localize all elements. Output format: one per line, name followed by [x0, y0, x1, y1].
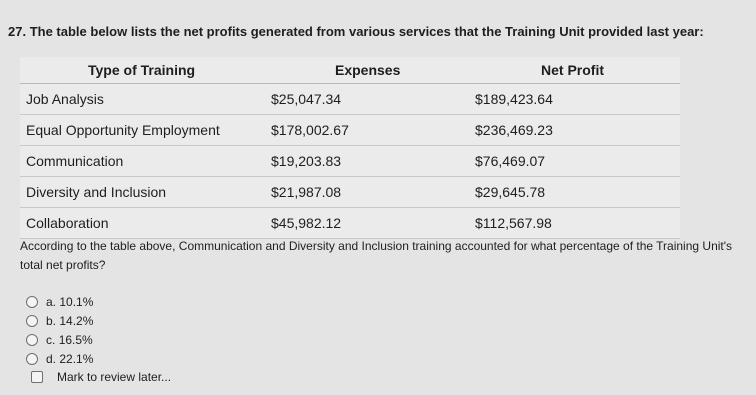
cell-net-profit: $29,645.78 [465, 177, 680, 208]
cell-type: Equal Opportunity Employment [20, 115, 265, 146]
cell-type: Communication [20, 146, 265, 177]
option-b[interactable] [26, 311, 93, 330]
header-net-profit: Net Profit [465, 57, 680, 84]
profit-table-container [20, 57, 680, 239]
table-row [20, 115, 680, 146]
cell-type: Diversity and Inclusion [20, 177, 265, 208]
table-row [20, 177, 680, 208]
option-value: 10.1% [59, 294, 94, 309]
option-letter: d. [46, 351, 57, 366]
header-type-of-training: Type of Training [20, 57, 265, 84]
mark-review-control[interactable] [31, 370, 171, 384]
option-value: 22.1% [59, 351, 94, 366]
radio-button-icon[interactable] [26, 315, 38, 327]
question-text [8, 24, 704, 39]
cell-expenses: $178,002.67 [265, 115, 465, 146]
cell-net-profit: $76,469.07 [465, 146, 680, 177]
radio-button-icon[interactable] [26, 334, 38, 346]
header-expenses: Expenses [265, 57, 465, 84]
cell-net-profit: $189,423.64 [465, 84, 680, 115]
table-row [20, 84, 680, 115]
option-c[interactable] [26, 330, 93, 349]
option-value: 16.5% [58, 332, 93, 347]
table-header-row [20, 57, 680, 84]
option-letter: a. [46, 294, 57, 309]
option-d[interactable] [26, 349, 93, 368]
table-row [20, 208, 680, 239]
cell-expenses: $45,982.12 [265, 208, 465, 239]
cell-expenses: $19,203.83 [265, 146, 465, 177]
checkbox-icon[interactable] [31, 371, 43, 383]
table-row [20, 146, 680, 177]
cell-net-profit: $112,567.98 [465, 208, 680, 239]
cell-type: Collaboration [20, 208, 265, 239]
mark-review-label: Mark to review later... [57, 370, 172, 384]
option-letter: c. [46, 332, 56, 347]
question-number: 27. [8, 24, 27, 39]
option-a[interactable] [26, 292, 93, 311]
profit-table [20, 57, 680, 239]
answer-options [26, 292, 93, 368]
cell-net-profit: $236,469.23 [465, 115, 680, 146]
question-body: The table below lists the net profits generated from various services that the Training Unit provided last year: [29, 24, 704, 39]
question-prompt: According to the table above, Communication and Diversity and Inclusion training accounted for what percentage of the Training Unit's total net profits? [20, 239, 733, 272]
option-letter: b. [46, 313, 57, 328]
cell-type: Job Analysis [20, 84, 265, 115]
option-value: 14.2% [59, 313, 94, 328]
cell-expenses: $25,047.34 [265, 84, 465, 115]
radio-button-icon[interactable] [26, 353, 38, 365]
radio-button-icon[interactable] [26, 296, 38, 308]
cell-expenses: $21,987.08 [265, 177, 465, 208]
